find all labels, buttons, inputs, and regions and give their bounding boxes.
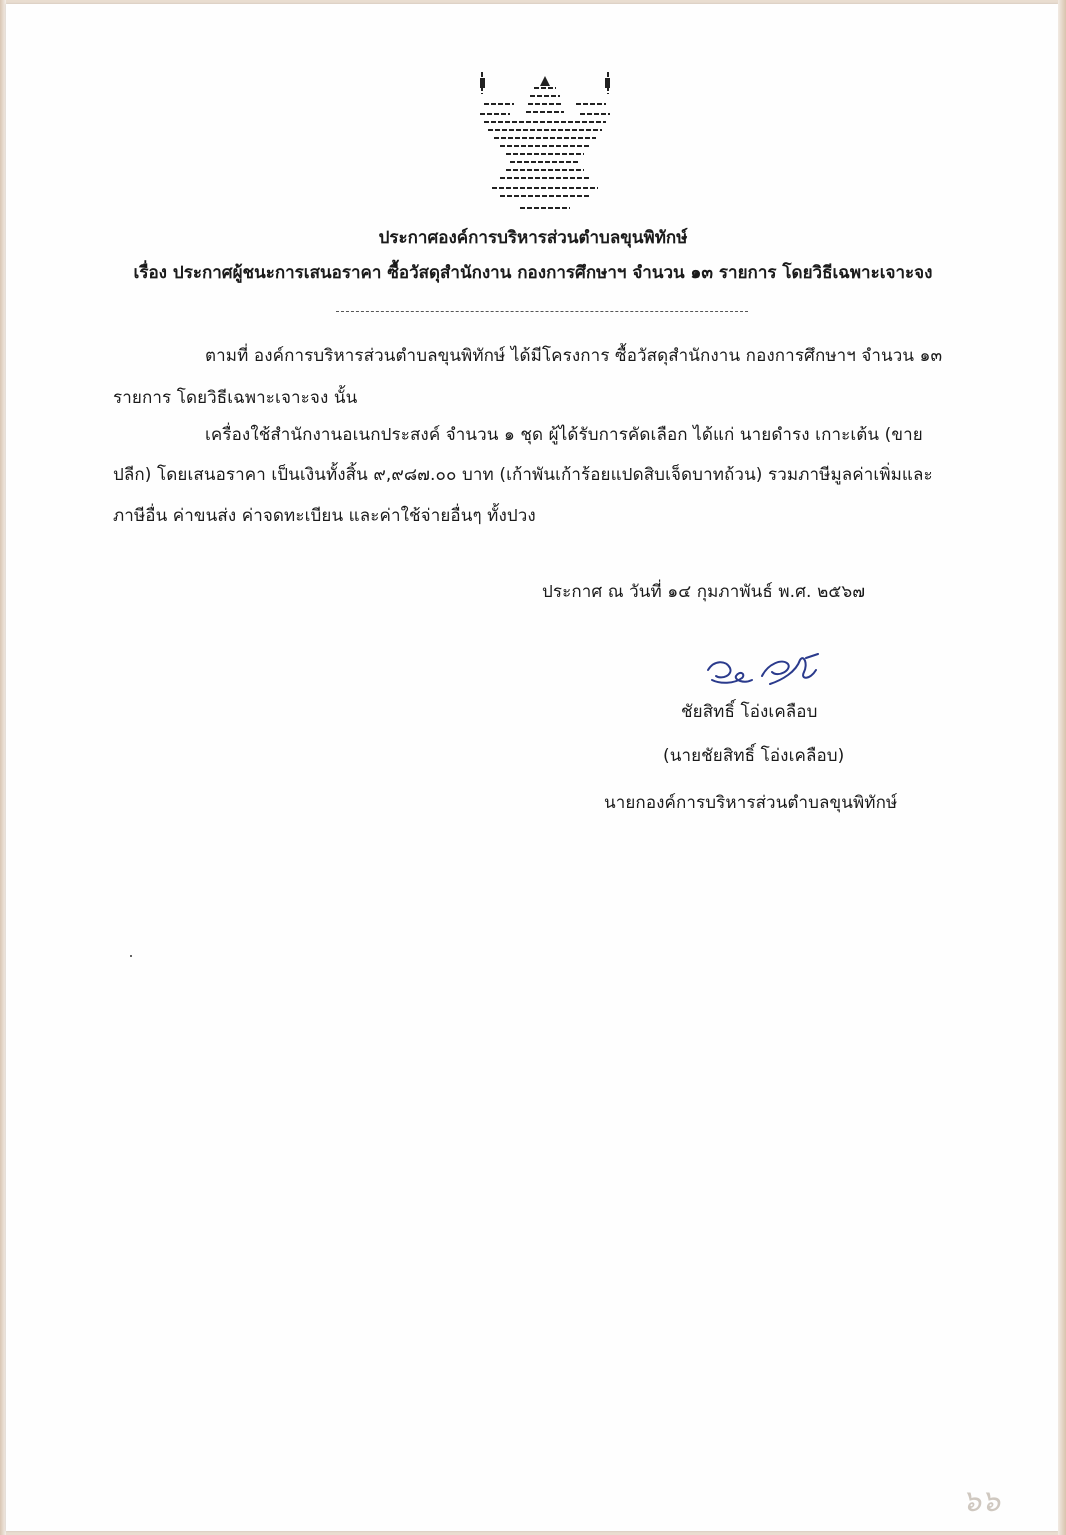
signer-name: ชัยสิทธิ์ โอ่งเคลือบ bbox=[681, 702, 818, 722]
handwritten-signature-icon bbox=[700, 650, 830, 695]
paragraph-2-line-2: ปลีก) โดยเสนอราคา เป็นเงินทั้งสิ้น ๙,๙๘๗.๐๐ บาท (เก้าพันเก้าร้อยแปดสิบเจ็ดบาทถ้วน) รวมภาษีมูลค่าเพิ่มและ bbox=[113, 465, 933, 485]
paragraph-1-line-1: ตามที่ องค์การบริหารส่วนตำบลขุนพิทักษ์ ได้มีโครงการ ซื้อวัสดุสำนักงาน กองการศึกษาฯ จำนวน ๑๓ bbox=[205, 346, 943, 366]
paragraph-2-line-3: ภาษีอื่น ค่าขนส่ง ค่าจดทะเบียน และค่าใช้จ่ายอื่นๆ ทั้งปวง bbox=[113, 506, 536, 526]
stray-mark bbox=[130, 955, 132, 957]
garuda-emblem-icon bbox=[470, 64, 620, 214]
announcement-date: ประกาศ ณ วันที่ ๑๔ กุมภาพันธ์ พ.ศ. ๒๕๖๗ bbox=[542, 582, 866, 602]
paragraph-1-line-2: รายการ โดยวิธีเฉพาะเจาะจง นั้น bbox=[113, 388, 358, 408]
page-number: ๖๖ bbox=[962, 1484, 1001, 1519]
page-title: ประกาศองค์การบริหารส่วนตำบลขุนพิทักษ์ bbox=[378, 228, 688, 248]
subject-line: เรื่อง ประกาศผู้ชนะการเสนอราคา ซื้อวัสดุสำนักงาน กองการศึกษาฯ จำนวน ๑๓ รายการ โดยวิธีเฉพาะเจาะจง bbox=[133, 263, 933, 283]
signer-position: นายกองค์การบริหารส่วนตำบลขุนพิทักษ์ bbox=[604, 793, 898, 813]
signer-full-name: (นายชัยสิทธิ์ โอ่งเคลือบ) bbox=[663, 746, 845, 766]
dashed-divider bbox=[336, 311, 748, 312]
paragraph-2-line-1: เครื่องใช้สำนักงานอเนกประสงค์ จำนวน ๑ ชุด ผู้ได้รับการคัดเลือก ได้แก่ นายดำรง เกาะเต้น (ขาย bbox=[205, 425, 923, 445]
